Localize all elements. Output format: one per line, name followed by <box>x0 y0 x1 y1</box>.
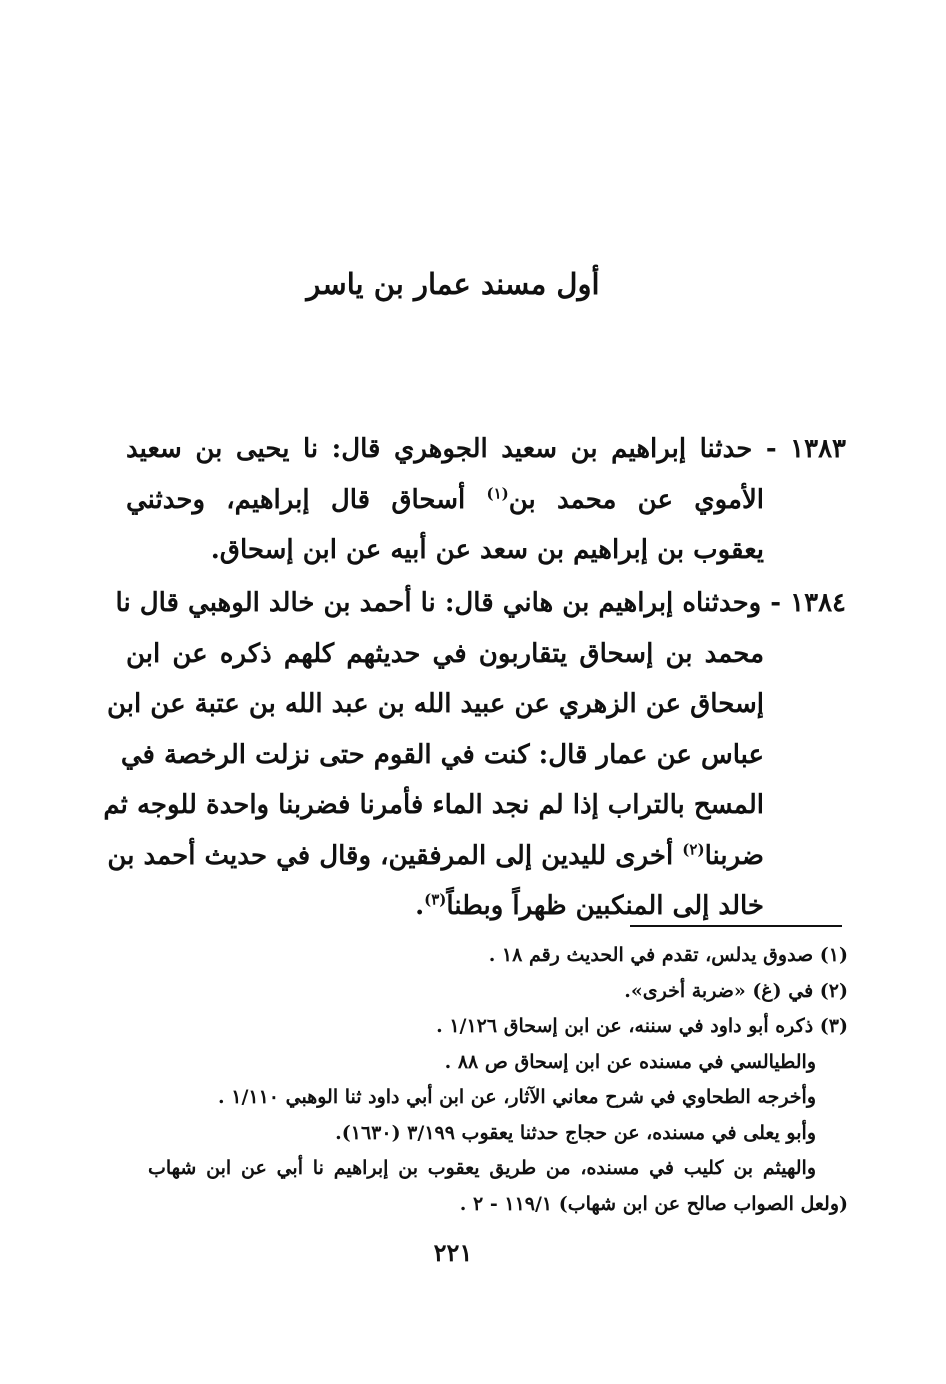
hadith-text: أخرى لليدين إلى المرفقين، وقال في حديث أحمد بن <box>107 840 674 871</box>
hadith-1383 <box>126 424 846 576</box>
hadith-number: ١٣٨٣ <box>790 434 846 464</box>
footnote-1: (١) صدوق يدلس، تقدم في الحديث رقم ١٨ . <box>488 944 848 966</box>
footnote-ref[interactable]: (١) <box>486 483 509 502</box>
hadith-line: عباس عن عمار قال: كنت في القوم حتى نزلت الرخصة في <box>120 739 764 770</box>
page-number: ٢٢١ <box>433 1238 473 1267</box>
hadith-line <box>107 831 764 882</box>
hadith-text: يعقوب بن إبراهيم بن سعد عن أبيه عن ابن إسحاق. <box>210 535 764 565</box>
hadith-line <box>126 881 764 932</box>
hadith-line: إسحاق عن الزهري عن عبيد الله بن عبد الله بن عتبة عن ابن <box>106 689 764 719</box>
footnote-ref[interactable]: (٢) <box>682 839 705 858</box>
footnote-3-continuation: وأخرجه الطحاوي في شرح معاني الآثار، عن ابن أبي داود ثنا الوهبي ١/١١٠ . <box>218 1086 816 1108</box>
hadith-line: محمد بن إسحاق يتقاربون في حديثهم كلهم ذكره عن ابن <box>126 638 764 669</box>
hadith-1384 <box>103 578 846 932</box>
hadith-line <box>115 578 846 629</box>
footnotes <box>148 938 848 1222</box>
footnote-3: (٣) ذكره أبو داود في سننه، عن ابن إسحاق ١/١٢٦ . <box>436 1015 848 1037</box>
hadith-text: الأموي عن محمد بن <box>508 484 764 515</box>
hadith-text: أسحاق قال إبراهيم، وحدثني <box>126 484 466 515</box>
hadith-text: . <box>415 891 425 921</box>
hadith-line <box>126 424 846 475</box>
hadith-text: - وحدثناه إبراهيم بن هاني قال: نا أحمد بن خالد الوهبي قال نا <box>115 588 782 618</box>
footnote-3-continuation: والطيالسي في مسنده عن ابن إسحاق ص ٨٨ . <box>444 1050 816 1073</box>
footnote-3-continuation: والهيثم بن كليب في مسنده، من طريق يعقوب بن إبراهيم نا أبي عن ابن شهاب <box>148 1157 816 1179</box>
footnote-2: (٢) في (غ) «ضربة أخرى». <box>624 979 848 1002</box>
hadith-text: ضربنا <box>704 840 764 871</box>
hadith-line <box>126 525 764 576</box>
footnote-3-continuation: وأبو يعلى في مسنده، عن حجاج حدثنا يعقوب ٣/١٩٩ (١٦٣٠). <box>335 1121 816 1144</box>
hadith-text: خالد إلى المنكبين ظهراً وبطناً <box>446 891 764 921</box>
hadith-line: المسح بالتراب إذا لم نجد الماء فأمرنا فضربنا واحدة للوجه ثم <box>103 790 764 820</box>
footnote-3-continuation: (ولعل الصواب صالح عن ابن شهاب) ١١٩/١ - ٢ . <box>459 1192 848 1215</box>
footnote-divider <box>630 925 842 927</box>
hadith-line <box>126 475 764 526</box>
chapter-title: أول مسند عمار بن ياسر <box>306 267 600 301</box>
hadith-text: - حدثنا إبراهيم بن سعيد الجوهري قال: نا يحيى بن سعيد <box>126 434 777 464</box>
footnote-ref[interactable]: (٣) <box>424 890 447 909</box>
hadith-number: ١٣٨٤ <box>790 588 846 618</box>
